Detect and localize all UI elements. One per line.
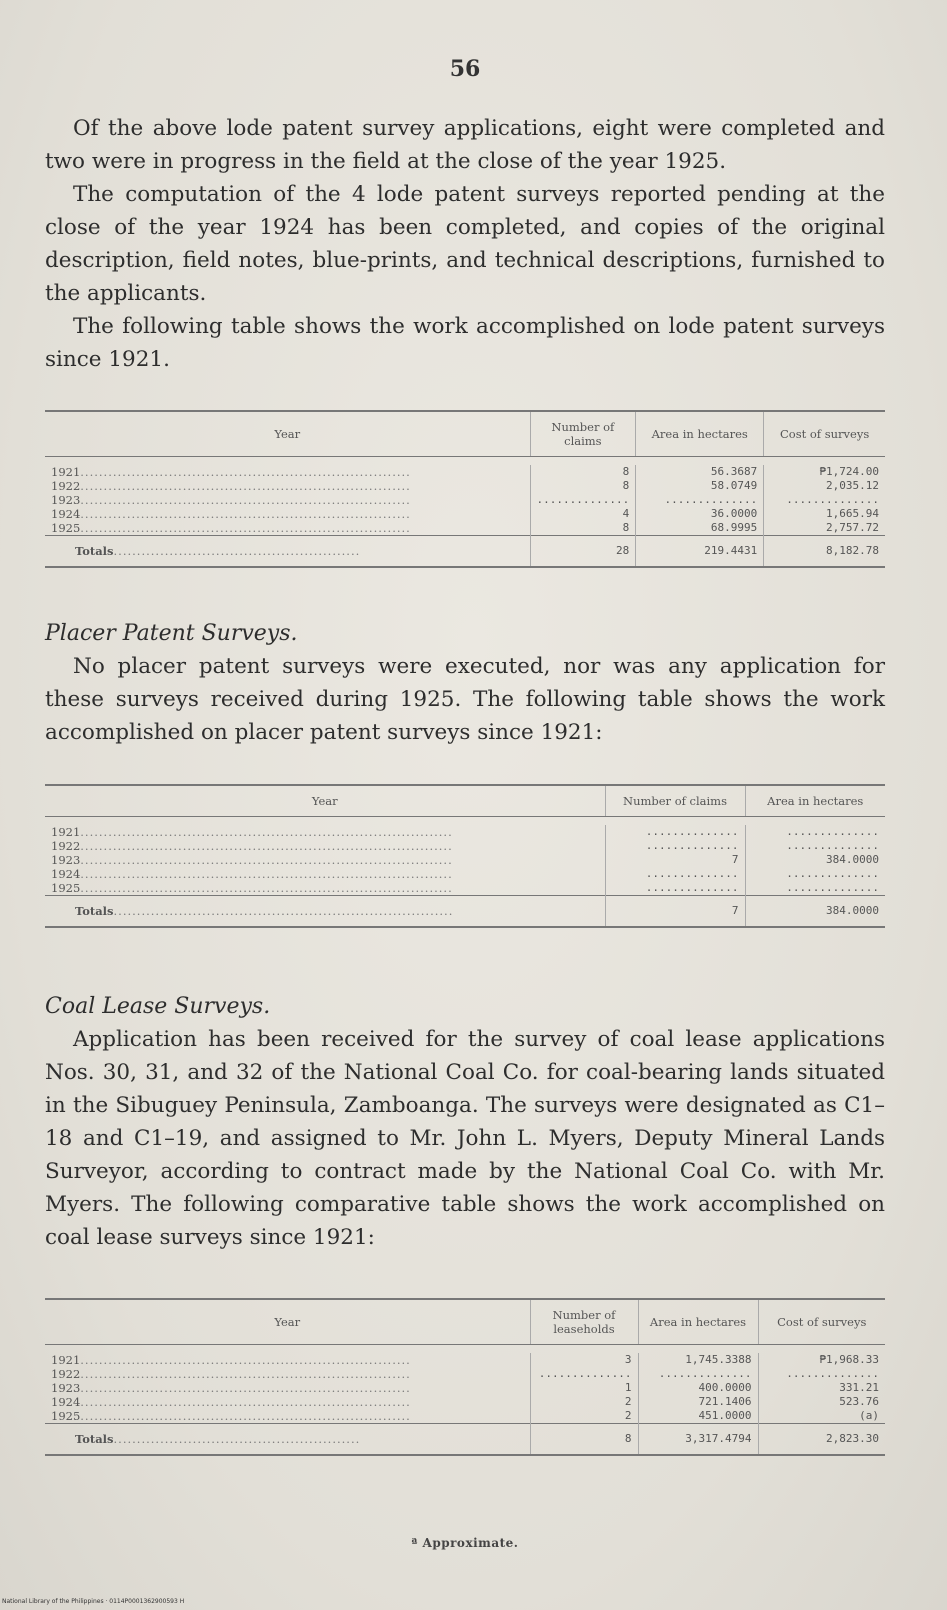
table-row: 1921................................................................................ .............. ..............	[45, 825, 885, 839]
table-row: 1925....................................................................... 2 451.0000 (a)	[45, 1409, 885, 1424]
lode-header-year: Year	[45, 412, 530, 457]
table-row: 1924................................................................................ .............. ..............	[45, 867, 885, 881]
table-row: 1922................................................................................ .............. ..............	[45, 839, 885, 853]
table-row: 1922....................................................................... 8 58.0749 2,035.12	[45, 479, 885, 493]
totals-row: Totals..................................................... 8 3,317.4794 2,823.30	[45, 1424, 885, 1455]
lode-patent-table	[45, 410, 885, 568]
coal-header-leaseholds: Number of leaseholds	[530, 1300, 638, 1345]
lode-header-area: Area in hectares	[636, 412, 764, 457]
footnote-approximate: ª Approximate.	[411, 1536, 519, 1550]
library-imprint: National Library of the Philippines · 0114P0001362900593 H	[2, 1598, 185, 1605]
coal-block	[45, 990, 885, 1254]
page-number: 56	[449, 56, 481, 82]
paragraph-coal: Application has been received for the survey of coal lease applications Nos. 30, 31, and 32 of the National Coal Co. for coal-bearing lands situated in the Sibuguey Peninsula, Zamboanga. The surveys were designated as C1–18 and C1–19, and assigned to Mr. John L. Myers, Deputy Mineral Lands Surveyor, according to contract made by the National Coal Co. with Mr. Myers. The following comparative table shows the work accomplished on coal lease surveys since 1921:	[45, 1027, 885, 1250]
table-row: 1923................................................................................ 7 384.0000	[45, 853, 885, 867]
coal-lease-table	[45, 1298, 885, 1456]
table-row: 1922....................................................................... .............. .............. ..............	[45, 1367, 885, 1381]
table-row: 1924....................................................................... 2 721.1406 523.76	[45, 1395, 885, 1409]
table-row: 1923....................................................................... 1 400.0000 331.21	[45, 1381, 885, 1395]
placer-patent-table	[45, 784, 885, 928]
paragraph-lode-progress: Of the above lode patent survey applications, eight were completed and two were in progress in the field at the close of the year 1925.	[45, 116, 885, 174]
table-row: 1925................................................................................ .............. ..............	[45, 881, 885, 896]
table-row: 1921....................................................................... 3 1,745.3388 ₱1,968.33	[45, 1353, 885, 1367]
paragraph-placer: No placer patent surveys were executed, nor was any application for these surveys received during 1925. The following table shows the work accomplished on placer patent surveys since 1921:	[45, 654, 885, 745]
totals-row: Totals..................................................... 28 219.4431 8,182.78	[45, 536, 885, 567]
coal-header-year: Year	[45, 1300, 530, 1345]
placer-header-area: Area in hectares	[745, 786, 885, 817]
placer-header-year: Year	[45, 786, 605, 817]
intro-block	[45, 112, 885, 376]
lode-header-claims: Number of claims	[530, 412, 636, 457]
section-title-placer: Placer Patent Surveys.	[45, 621, 298, 646]
coal-header-area: Area in hectares	[638, 1300, 758, 1345]
table-row: 1923....................................................................... .............. .............. ..............	[45, 493, 885, 507]
placer-header-claims: Number of claims	[605, 786, 745, 817]
section-title-coal: Coal Lease Surveys.	[45, 994, 271, 1019]
table-row: 1921....................................................................... 8 56.3687 ₱1,724.00	[45, 465, 885, 479]
totals-row: Totals......................................................................... 7 384.0000	[45, 896, 885, 927]
table-row: 1925....................................................................... 8 68.9995 2,757.72	[45, 521, 885, 536]
placer-block	[45, 617, 885, 749]
coal-header-cost: Cost of surveys	[758, 1300, 885, 1345]
lode-header-cost: Cost of surveys	[764, 412, 885, 457]
table-row: 1924....................................................................... 4 36.0000 1,665.94	[45, 507, 885, 521]
paragraph-lode-table-intro: The following table shows the work accomplished on lode patent surveys since 1921.	[45, 314, 885, 372]
paragraph-lode-computation: The computation of the 4 lode patent surveys reported pending at the close of the year 1924 has been completed, and copies of the original description, field notes, blue-prints, and technical descriptions, furnished to the applicants.	[45, 182, 885, 306]
